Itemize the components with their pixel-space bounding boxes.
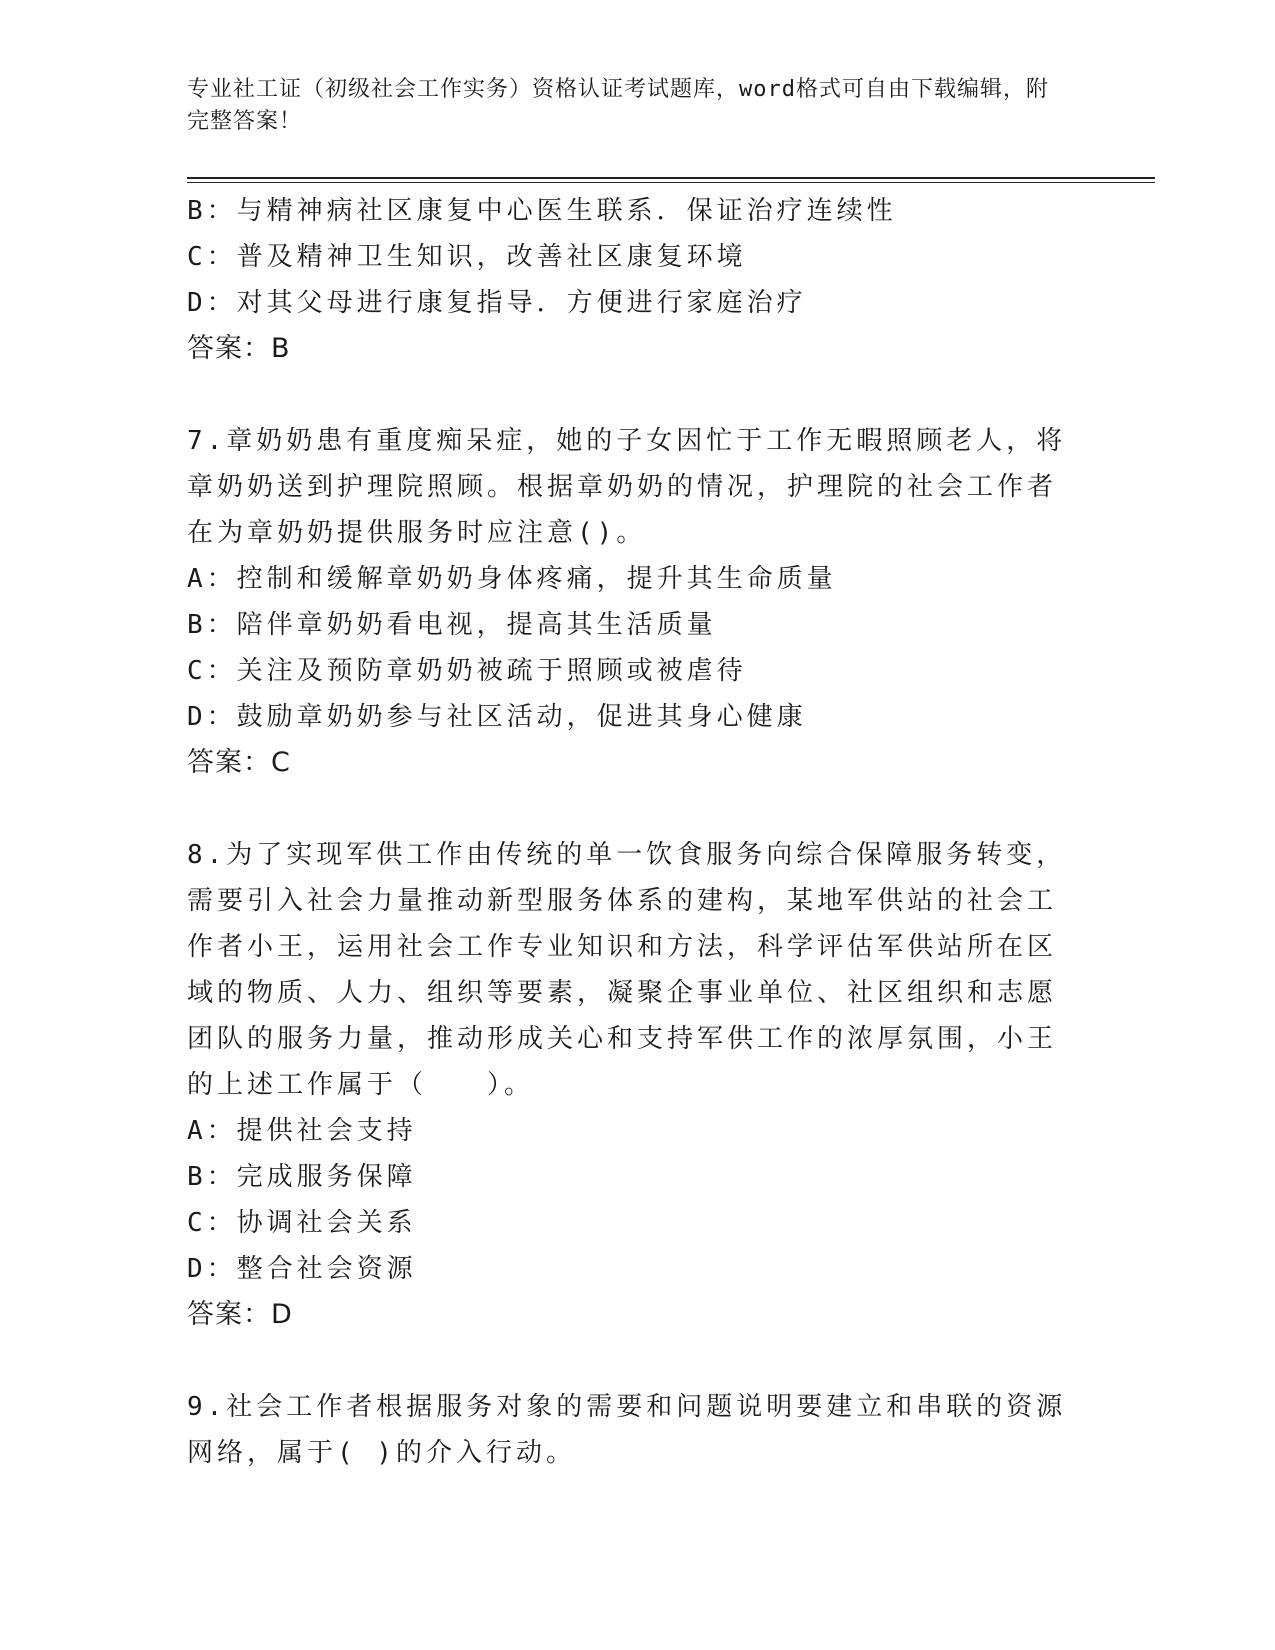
question-stem: 7.章奶奶患有重度痴呆症，她的子女因忙于工作无暇照顾老人，将章奶奶送到护理院照顾。根据章奶奶的情况，护理院的社会工作者在为章奶奶提供服务时应注意()。 bbox=[187, 426, 1067, 548]
option-c: C：协调社会关系 bbox=[187, 1208, 417, 1238]
question-stem: 8.为了实现军供工作由传统的单一饮食服务向综合保障服务转变，需要引入社会力量推动新型服务体系的建构，某地军供站的社会工作者小王，运用社会工作专业知识和方法，科学评估军供站所在区域的物质、人力、组织等要素，凝聚企事业单位、社区组织和志愿团队的服务力量，推动形成关心和支持军供工作的浓厚氛围，小王的上述工作属于（ ）。 bbox=[187, 840, 1067, 1100]
option-d: D：鼓励章奶奶参与社区活动，促进其身心健康 bbox=[187, 702, 807, 732]
option-b: B：陪伴章奶奶看电视，提高其生活质量 bbox=[187, 610, 717, 640]
answer-text: 答案：C bbox=[187, 747, 291, 778]
document-header bbox=[187, 74, 1067, 138]
spacer bbox=[187, 1338, 1067, 1384]
option-b: B：与精神病社区康复中心医生联系．保证治疗连续性 bbox=[187, 196, 897, 226]
option-a: A：提供社会支持 bbox=[187, 1116, 417, 1146]
option-d: D：整合社会资源 bbox=[187, 1254, 417, 1284]
question-7 bbox=[187, 418, 1067, 786]
answer-text: 答案：D bbox=[187, 1299, 293, 1330]
spacer bbox=[187, 786, 1067, 832]
question-list bbox=[187, 188, 1067, 1476]
option-b: B：完成服务保障 bbox=[187, 1162, 417, 1192]
answer-text: 答案：B bbox=[187, 333, 291, 364]
option-a: A：控制和缓解章奶奶身体疼痛，提升其生命质量 bbox=[187, 564, 837, 594]
header-title: 专业社工证（初级社会工作实务）资格认证考试题库，word格式可自由下载编辑，附完整答案！ bbox=[187, 77, 1049, 134]
option-c: C：关注及预防章奶奶被疏于照顾或被虐待 bbox=[187, 656, 747, 686]
question-stem: 9.社会工作者根据服务对象的需要和问题说明要建立和串联的资源网络，属于( )的介入行动。 bbox=[187, 1392, 1067, 1468]
option-c: C：普及精神卫生知识，改善社区康复环境 bbox=[187, 242, 747, 272]
question-6-continued bbox=[187, 188, 1067, 372]
spacer bbox=[187, 372, 1067, 418]
header-divider bbox=[187, 177, 1155, 179]
option-d: D：对其父母进行康复指导．方便进行家庭治疗 bbox=[187, 288, 807, 318]
question-8 bbox=[187, 832, 1067, 1338]
question-9 bbox=[187, 1384, 1067, 1476]
